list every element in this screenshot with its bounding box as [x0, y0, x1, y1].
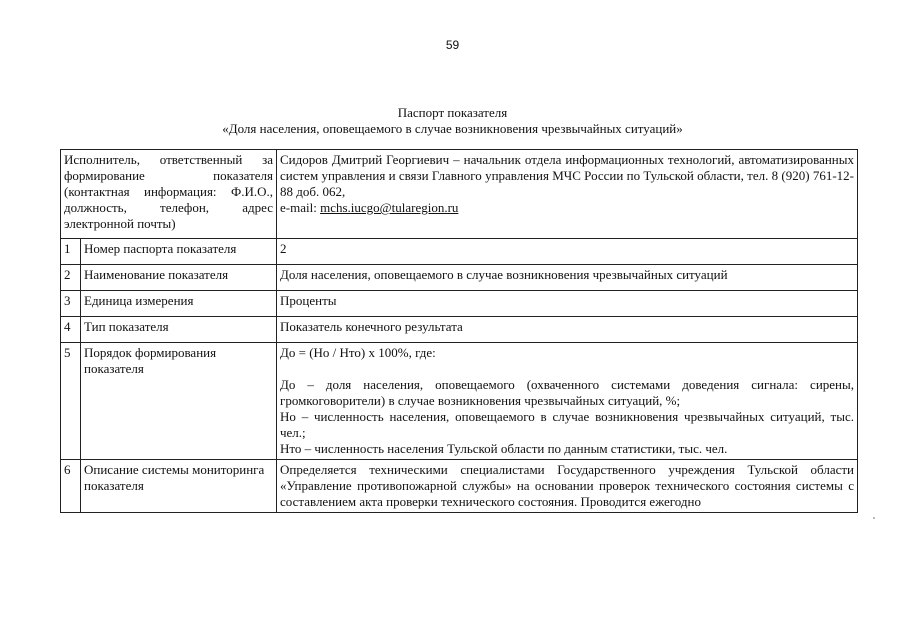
table-row-formation-order [61, 343, 858, 460]
title-line-2: «Доля населения, оповещаемого в случае возникновения чрезвычайных ситуаций» [222, 121, 683, 136]
formation-order-value [277, 343, 858, 460]
row-number: 3 [61, 291, 81, 317]
row-label: Тип показателя [81, 317, 277, 343]
table-row-contact [61, 150, 858, 239]
table-row [61, 317, 858, 343]
title-line-1: Паспорт показателя [397, 105, 508, 120]
row-number: 5 [61, 343, 81, 460]
indicator-passport-table [60, 149, 858, 513]
table-row [61, 265, 858, 291]
row-label: Единица измерения [81, 291, 277, 317]
monitoring-value: Определяется техническими специалистами Государственного учреждения Тульской области «Управление противопожарной службы» на основании проверок технического состояния системы с составлением акта проверки технического состояния. Проводится ежегодно [277, 460, 858, 513]
row-number: 1 [61, 239, 81, 265]
row-label: Описание системы мониторинга показателя [81, 460, 277, 513]
row-value: Показатель конечного результата [277, 317, 858, 343]
definition-no: Но – численность населения, оповещаемого в случае возникновения чрезвычайных ситуаций, тыс. чел.; [280, 409, 854, 440]
contact-label: Исполнитель, ответственный за формирование показателя (контактная информация: Ф.И.О., должность, телефон, адрес электронной почты) [61, 150, 277, 239]
row-value: Доля населения, оповещаемого в случае возникновения чрезвычайных ситуаций [277, 265, 858, 291]
email-prefix: e-mail: [280, 200, 321, 215]
scan-artifact-dot [873, 517, 875, 519]
row-number: 4 [61, 317, 81, 343]
contact-info-text: Сидоров Дмитрий Георгиевич – начальник отдела информационных технологий, автоматизированных систем управления и связи Главного управления МЧС России по Тульской области, тел. 8 (920) 761-12-88 доб. 062, [280, 152, 854, 199]
row-number: 2 [61, 265, 81, 291]
row-number: 6 [61, 460, 81, 513]
table-row [61, 239, 858, 265]
row-label: Наименование показателя [81, 265, 277, 291]
table-row-monitoring [61, 460, 858, 513]
page-number: 59 [445, 38, 460, 52]
email-link[interactable]: mchs.iucgo@tularegion.ru [320, 200, 459, 215]
definition-do: До – доля населения, оповещаемого (охваченного системами доведения сигнала: сирены, громкоговорители) в случае возникновения чрезвычайных ситуаций, %; [280, 377, 854, 408]
row-label: Порядок формирования показателя [81, 343, 277, 460]
definition-nto: Нто – численность населения Тульской области по данным статистики, тыс. чел. [280, 441, 728, 456]
row-value: 2 [277, 239, 858, 265]
formula: До = (Но / Нто) x 100%, где: [280, 345, 436, 360]
row-label: Номер паспорта показателя [81, 239, 277, 265]
table-row [61, 291, 858, 317]
row-value: Проценты [277, 291, 858, 317]
document-title [0, 105, 905, 137]
contact-value [277, 150, 858, 239]
